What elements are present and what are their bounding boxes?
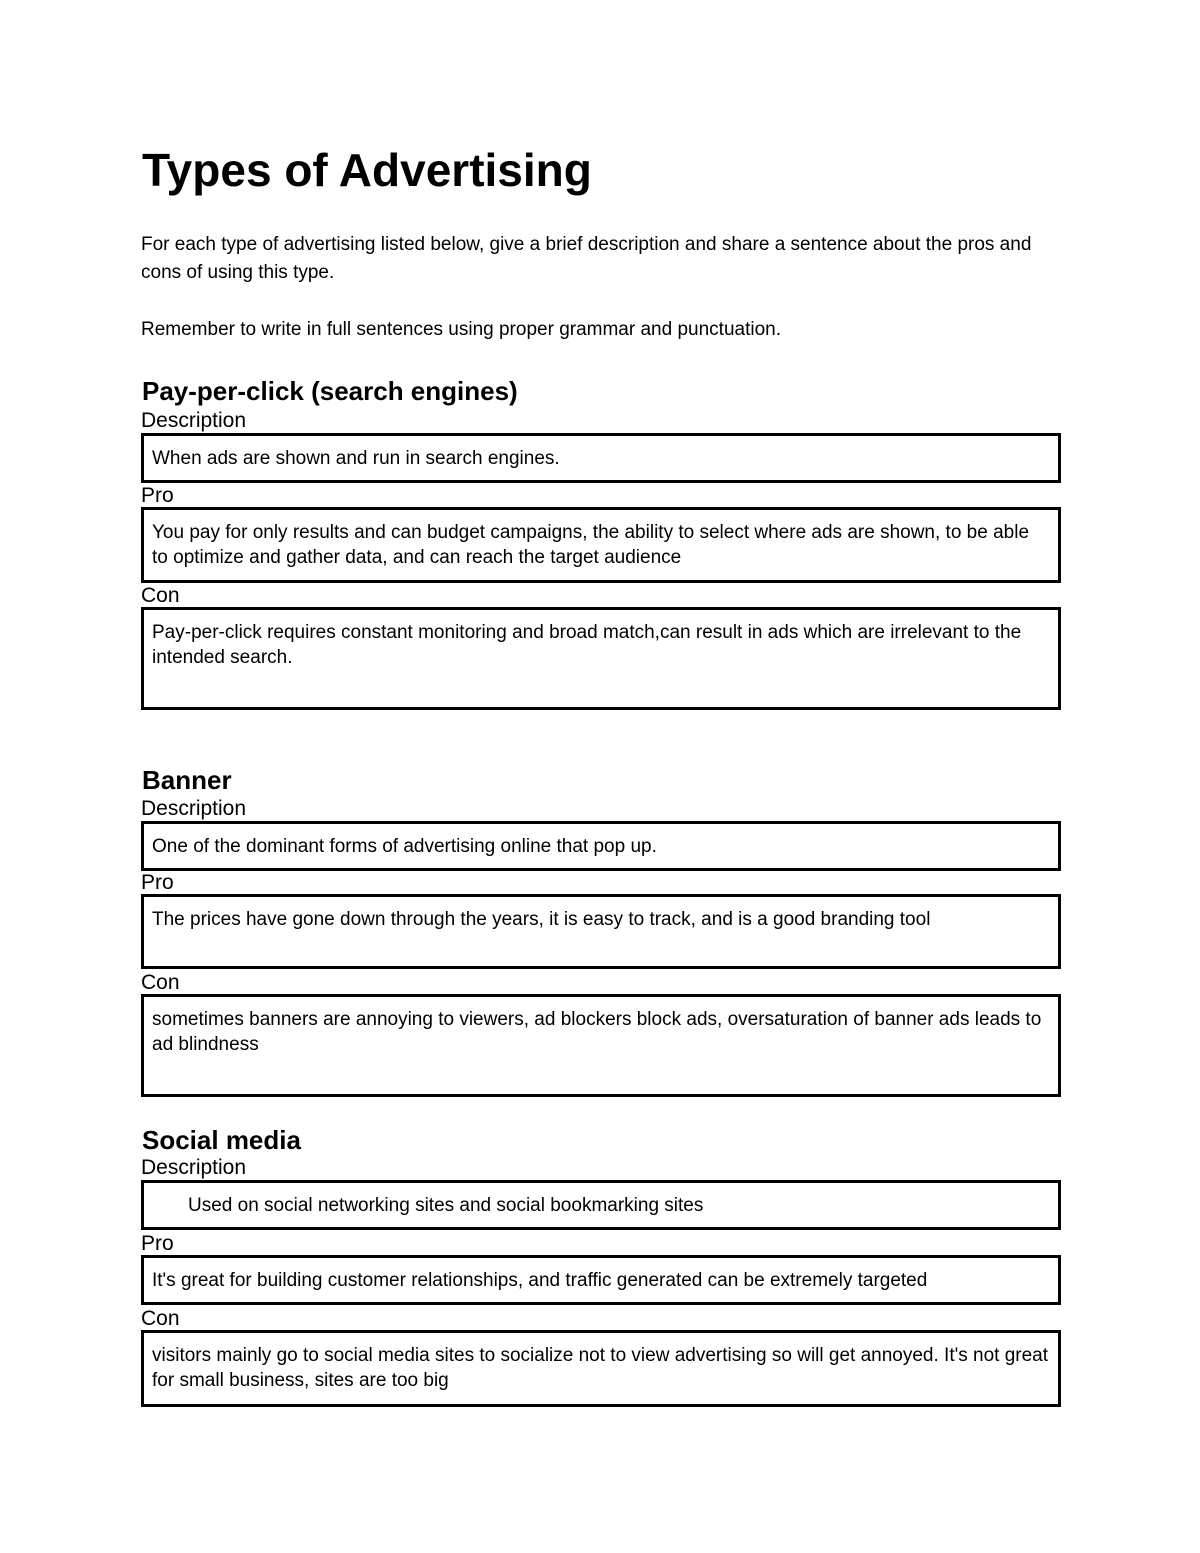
description-answer-box[interactable]: One of the dominant forms of advertising online that pop up. (141, 821, 1061, 871)
description-label: Description (141, 797, 247, 820)
pro-answer-box[interactable]: The prices have gone down through the years, it is easy to track, and is a good branding tool (141, 894, 1061, 969)
con-label: Con (141, 584, 180, 607)
description-answer-box[interactable]: When ads are shown and run in search engines. (141, 433, 1061, 483)
con-answer-box[interactable]: visitors mainly go to social media sites to socialize not to view advertising so will get annoyed. It's not great for small business, sites are too big (141, 1330, 1061, 1407)
pro-answer-box[interactable]: It's great for building customer relationships, and traffic generated can be extremely targeted (141, 1255, 1061, 1305)
pro-label: Pro (141, 484, 174, 507)
con-label: Con (141, 1307, 180, 1330)
pro-answer-box[interactable]: You pay for only results and can budget campaigns, the ability to select where ads are shown, to be able to optimize and gather data, and can reach the target audience (141, 507, 1061, 583)
description-answer-box[interactable]: Used on social networking sites and social bookmarking sites (141, 1180, 1061, 1230)
description-label: Description (141, 409, 247, 432)
intro-text: For each type of advertising listed below, give a brief description and share a sentence about the pros and cons of using this type. (141, 234, 1032, 283)
con-answer-box[interactable]: Pay-per-click requires constant monitoring and broad match,can result in ads which are irrelevant to the intended search. (141, 607, 1061, 710)
page-title: Types of Advertising (142, 144, 592, 196)
section-heading-banner: Banner (142, 765, 232, 795)
con-answer-box[interactable]: sometimes banners are annoying to viewers, ad blockers block ads, oversaturation of banner ads leads to ad blindness (141, 994, 1061, 1097)
pro-label: Pro (141, 1232, 174, 1255)
section-heading-social-media: Social media (142, 1125, 301, 1155)
section-heading-pay-per-click: Pay-per-click (search engines) (142, 376, 518, 406)
con-label: Con (141, 971, 180, 994)
pro-label: Pro (141, 871, 174, 894)
description-label: Description (141, 1156, 247, 1179)
reminder-text: Remember to write in full sentences using proper grammar and punctuation. (141, 319, 781, 340)
